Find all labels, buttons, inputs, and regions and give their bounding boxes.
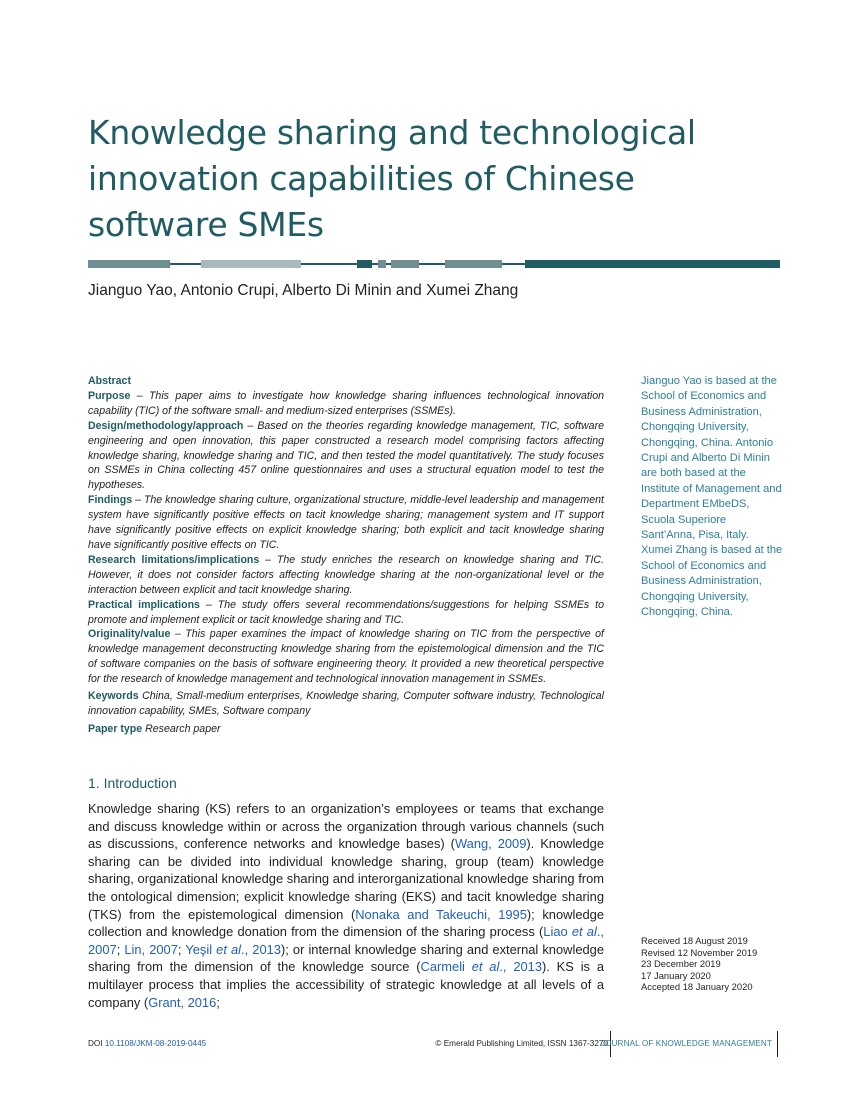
purpose-text: – This paper aims to investigate how knowledge sharing influences technological innovation capability (TIC) of the software small- and medium-sized enterprises (SSMEs). bbox=[88, 389, 604, 417]
citation-link[interactable]: Wang, 2009 bbox=[454, 836, 527, 852]
practical-text: – The study offers several recommendations/suggestions for helping SSMEs to promote and implement explicit or tacit knowledge sharing and TIC. bbox=[88, 598, 604, 626]
copyright: © Emerald Publishing Limited, ISSN 1367-3270 bbox=[435, 1039, 608, 1048]
design-label: Design/methodology/approach bbox=[88, 419, 244, 432]
abstract-originality bbox=[88, 627, 604, 687]
abstract-design bbox=[88, 419, 604, 494]
findings-text: – The knowledge sharing culture, organizational structure, middle-level leadership and management system have significantly positive effects on tacit knowledge sharing; management system and IT support have significantly positive effects on explicit knowledge sharing; both explicit and tacit knowledge sharing have significantly positive effects on TIC. bbox=[88, 494, 604, 551]
revised-line: Revised 12 November 2019 bbox=[641, 946, 758, 958]
design-text: – Based on the theories regarding knowledge management, TIC, software engineering and open innovation, this paper constructed a research model comprising factors affecting knowledge sharing, knowledge sharing and TIC, and then tested the model quantitatively. The study focuses on SSMEs in China collecting 457 online questionnaires and uses a structural equation model to test the hypotheses. bbox=[88, 419, 604, 492]
revised-line: 17 January 2020 bbox=[641, 969, 711, 981]
accepted-line: Accepted 18 January 2020 bbox=[641, 981, 753, 993]
abstract-limitations bbox=[88, 553, 604, 598]
originality-label: Originality/value bbox=[88, 628, 171, 641]
page-footer bbox=[88, 1031, 778, 1061]
author-line bbox=[88, 282, 518, 300]
findings-label: Findings bbox=[88, 494, 133, 507]
abstract-keywords bbox=[88, 689, 604, 719]
abstract bbox=[88, 374, 604, 737]
abstract-purpose bbox=[88, 389, 604, 419]
author-affiliations: Jianguo Yao is based at the School of Economics and Business Administration, Chongqing University, Chongqing, China. Antonio Crupi and Alberto Di Minin are both based at the Institute of Management and Department EMbeDS, Scuola Superiore Sant’Anna, Pisa, Italy. Xumei Zhang is based at the School of Economics and Business Administration, Chongqing University, Chongqing, China. bbox=[641, 375, 783, 619]
paper-type-text: Research paper bbox=[145, 722, 221, 735]
title-rule bbox=[88, 260, 780, 268]
limitations-label: Research limitations/implications bbox=[88, 553, 260, 566]
body-text: Knowledge sharing (KS) refers to an organization’s employees or teams that exchange and discuss knowledge within or across the organization through various channels (such as discussions, conference networks and knowledge bases) (Wang, 2009). Knowledge sharing can be divided into individual knowledge sharing, group (team) knowledge sharing, organizational knowledge sharing and interorganizational knowledge sharing from the ontological dimension; explicit knowledge sharing (EKS) and tacit knowledge sharing (TKS) from the epistemological dimension (Nonaka and Takeuchi, 1995); knowledge collection and knowledge donation from the dimension of the sharing process (Liao et al., 2007; Lin, 2007; Yeşil et al., 2013); or internal knowledge sharing and external knowledge sharing from the dimension of the knowledge source (Carmeli et al., 2013). KS is a multilayer process that implies the accessibility of strategic knowledge at all levels of a company (Grant, 2016; bbox=[88, 801, 604, 1010]
limitations-text: – The study enriches the research on knowledge sharing and TIC. However, it does not consider factors affecting knowledge sharing at the non-organizational level or the interaction between explicit and tacit knowledge sharing. bbox=[88, 553, 605, 596]
received-line: Received 18 August 2019 bbox=[641, 935, 748, 946]
author-last: Xumei Zhang bbox=[426, 282, 519, 299]
doi-link[interactable]: 10.1108/JKM-08-2019-0445 bbox=[104, 1039, 207, 1048]
citation-link[interactable]: Nonaka and Takeuchi, 1995 bbox=[355, 906, 527, 922]
practical-label: Practical implications bbox=[88, 598, 200, 611]
citation-link[interactable]: Lin, 2007 bbox=[124, 941, 178, 957]
doi: DOI 10.1108/JKM-08-2019-0445 bbox=[88, 1039, 207, 1048]
paper-type-label: Paper type bbox=[88, 722, 143, 735]
abstract-heading: Abstract bbox=[88, 375, 131, 387]
revised-line: 23 December 2019 bbox=[641, 958, 721, 970]
citation-link[interactable]: Liao et al., 2007 bbox=[88, 924, 604, 957]
abstract-paper-type bbox=[88, 722, 604, 737]
keywords-label: Keywords bbox=[88, 690, 139, 703]
section-heading: 1. Introduction bbox=[88, 775, 177, 791]
abstract-findings bbox=[88, 493, 604, 553]
originality-text: – This paper examines the impact of knowledge sharing on TIC from the perspective of knowledge management deconstructing knowledge sharing from the epistemological dimension and the TIC of software companies on the basis of software engineering theory. It provided a new theoretical perspective for the research of knowledge management and technological innovation management in SSMEs. bbox=[88, 628, 604, 686]
journal-name: JOURNAL OF KNOWLEDGE MANAGEMENT bbox=[600, 1039, 772, 1048]
author-names: Jianguo Yao, Antonio Crupi, Alberto Di Minin bbox=[88, 282, 392, 299]
abstract-practical bbox=[88, 598, 604, 628]
citation-link[interactable]: Yeşil et al., 2013 bbox=[185, 941, 281, 957]
citation-link[interactable]: Carmeli et al., 2013 bbox=[420, 959, 542, 975]
footer-divider bbox=[777, 1031, 778, 1057]
purpose-label: Purpose bbox=[88, 389, 131, 402]
citation-link[interactable]: Grant, 2016 bbox=[148, 994, 217, 1010]
keywords-text: China, Small-medium enterprises, Knowledge sharing, Computer software industry, Technological innovation capability, SMEs, Software company bbox=[88, 690, 604, 717]
received-dates bbox=[641, 935, 781, 993]
article-title: Knowledge sharing and technological innovation capabilities of Chinese software SMEs bbox=[88, 113, 696, 244]
author-and: and bbox=[395, 282, 422, 299]
